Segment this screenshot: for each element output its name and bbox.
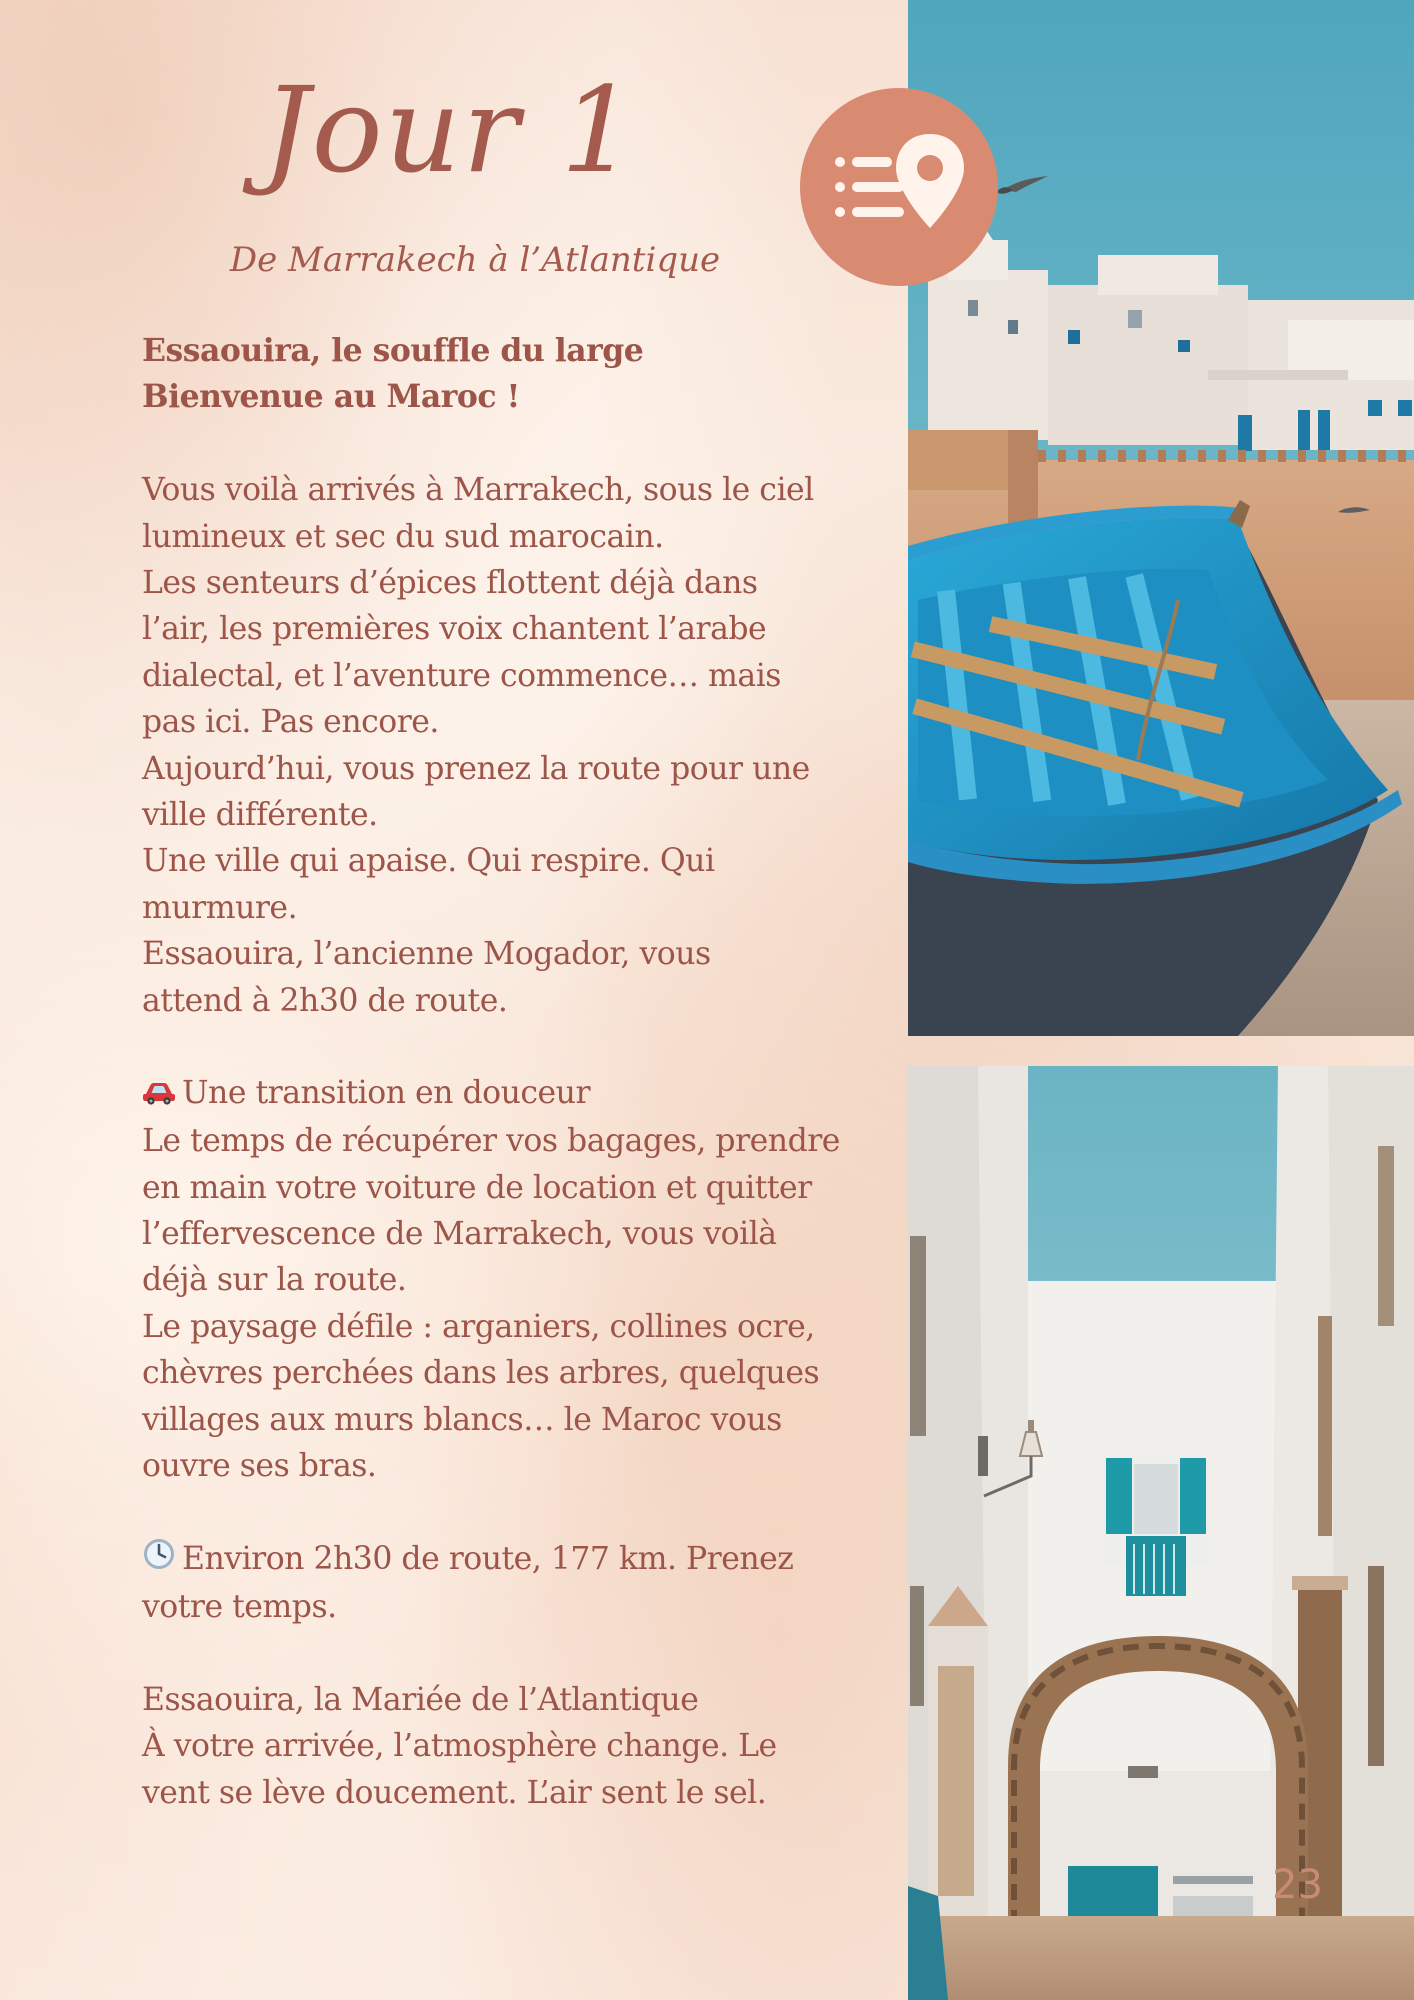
paragraph-line: Les senteurs d’épices flottent déjà dans: [142, 565, 758, 602]
paragraph-line: en main votre voiture de location et quitter: [142, 1169, 812, 1206]
article-heading-line: Bienvenue au Maroc !: [142, 378, 520, 416]
paragraph-line: attend à 2h30 de route.: [142, 982, 508, 1019]
paragraph-line: murmure.: [142, 889, 298, 926]
article-body: [142, 328, 902, 1816]
paragraph-line: l’air, les premières voix chantent l’arabe: [142, 611, 767, 648]
paragraph-line: ouvre ses bras.: [142, 1448, 377, 1485]
paragraph-line: l’effervescence de Marrakech, vous voilà: [142, 1215, 777, 1252]
page-subtitle: De Marrakech à l’Atlantique: [229, 240, 721, 280]
clock-icon: [142, 1537, 176, 1584]
paragraph-line: Essaouira, la Mariée de l’Atlantique: [142, 1681, 699, 1718]
paragraph-line: déjà sur la route.: [142, 1262, 407, 1299]
page-title: Jour 1: [262, 61, 638, 199]
paragraph-line: pas ici. Pas encore.: [142, 704, 439, 741]
transition-heading-line: [142, 1070, 902, 1118]
paragraph-line: Le paysage défile : arganiers, collines ocre,: [142, 1308, 815, 1345]
duration-text: Environ 2h30 de route, 177 km. Prenez: [182, 1540, 794, 1577]
paragraph-line: Une ville qui apaise. Qui respire. Qui: [142, 843, 715, 880]
paragraph-line: dialectal, et l’aventure commence… mais: [142, 657, 781, 694]
paragraph-line: À votre arrivée, l’atmosphère change. Le: [142, 1728, 777, 1765]
paragraph-line: Vous voilà arrivés à Marrakech, sous le ciel: [142, 472, 814, 509]
paragraph-line: chèvres perchées dans les arbres, quelques: [142, 1355, 820, 1392]
duration-line: [142, 1536, 902, 1584]
paragraph-line: vent se lève doucement. L’air sent le sel.: [142, 1774, 767, 1811]
list-location-pin-icon: [800, 88, 998, 286]
paragraph-line: lumineux et sec du sud marocain.: [142, 518, 664, 555]
article-heading-line: Essaouira, le souffle du large: [142, 332, 644, 369]
paragraph-line: votre temps.: [142, 1589, 337, 1626]
transition-heading: Une transition en douceur: [182, 1075, 590, 1112]
photo-white-alley-arch: [908, 1066, 1414, 2000]
paragraph-line: Aujourd’hui, vous prenez la route pour une: [142, 750, 810, 787]
paragraph-line: Le temps de récupérer vos bagages, prendre: [142, 1123, 840, 1160]
page-number: 23: [1272, 1862, 1323, 1908]
paragraph-line: ville différente.: [142, 797, 378, 834]
paragraph-line: Essaouira, l’ancienne Mogador, vous: [142, 936, 711, 973]
car-icon: [142, 1072, 176, 1118]
paragraph-line: villages aux murs blancs… le Maroc vous: [142, 1401, 782, 1438]
